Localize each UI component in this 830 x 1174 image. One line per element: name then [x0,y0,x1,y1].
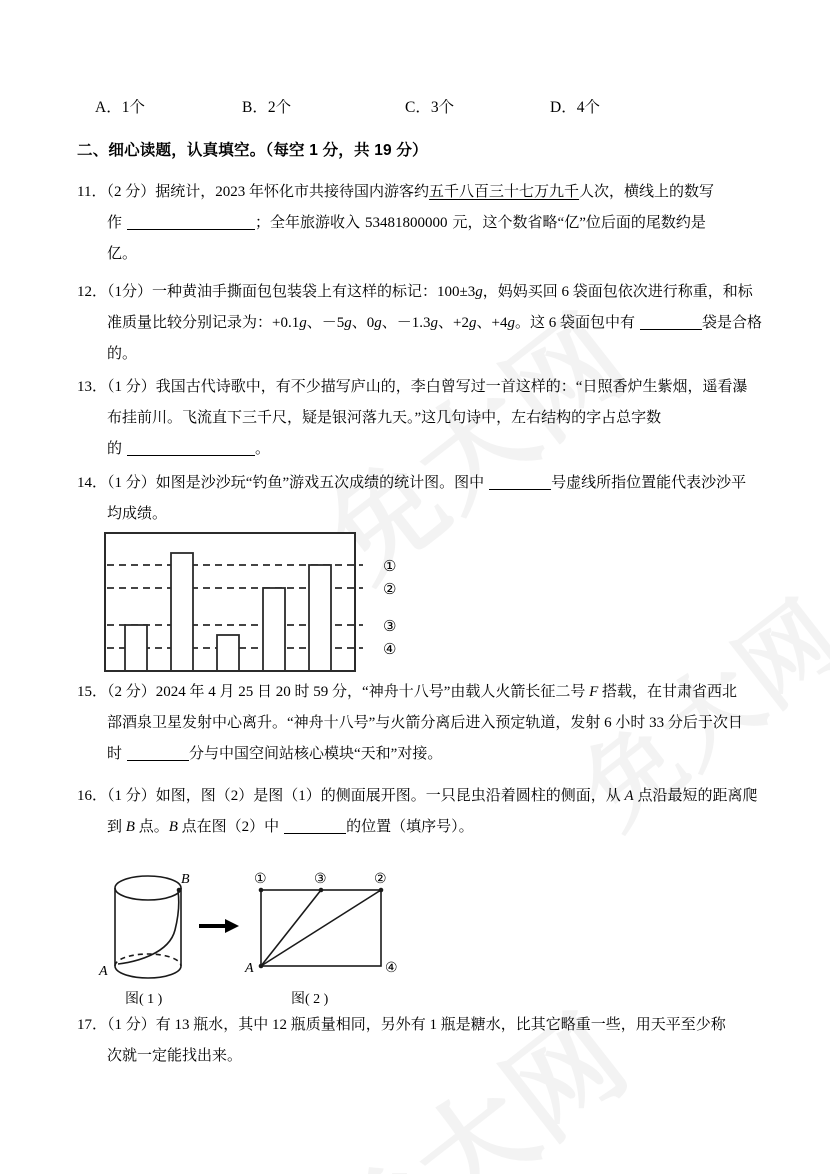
path-a-to-3 [261,890,321,966]
vertex-dot-2 [379,888,384,893]
section-heading: 二、细心读题，认真填空。（每空 1 分，共 19 分） [77,142,428,159]
transform-arrow-icon [199,919,239,933]
question-12-number: 12． [77,284,108,300]
question-11-underlined-number: 五千八百三十七万九千 [428,184,579,200]
question-14-score: （1 分） [107,475,156,491]
question-16-line-1: 16．（1 分）如图，图（2）是图（1）的侧面展开图。一只昆虫沿着圆柱的侧面，从 A 点沿最短的距离爬 [77,788,758,804]
question-16-blank-1[interactable] [284,819,346,834]
question-13-line-3: 的 。 [107,441,271,457]
unfold-marker-2: ② [374,872,387,887]
question-13-score: （1 分） [107,379,156,395]
cylinder-unfold-figure [95,858,415,1010]
question-17-number: 17． [77,1017,108,1033]
question-16-number: 16． [77,788,108,804]
question-12-line-2: 准质量比较分别记录为：+0.1g、－5g、0g、－1.3g、+2g、+4g。这 6 袋面包中有 袋是合格 [107,315,762,331]
cylinder-point-a-label: A [99,964,108,979]
unfold-markers [254,872,398,976]
question-15-line-3: 时 分与中国空间站核心模块“天和”对接。 [107,746,443,762]
question-17-line-2: 次就一定能找出来。 [107,1048,243,1064]
cylinder-point-b-label: B [181,872,190,887]
question-11-line-2: 作 ；全年旅游收入 53481800000 元，这个数省略“亿”位后面的尾数约是 [107,215,706,231]
choice-option-a[interactable] [95,100,145,116]
bar-5 [309,565,331,671]
unfold-point-a-label: A [245,961,254,976]
question-17-line-1: 17．（1 分）有 13 瓶水，其中 12 瓶质量相同，另外有 1 瓶是糖水，比其它略重一些，用天平至少称 [77,1017,726,1033]
gridline-label-1: ① [383,559,397,575]
vertex-dot-1 [259,888,264,893]
question-14-blank-1[interactable] [489,475,551,490]
unfold-marker-1: ① [254,872,267,887]
question-13-line-2: 布挂前川。飞流直下三千尺，疑是银河落九天。”这几句诗中，左右结构的字占总字数 [107,410,662,426]
question-11-score: （2 分） [106,184,156,200]
vertex-dot-a [259,964,264,969]
question-12-score: （1分） [107,284,153,300]
cylinder-bottom-front-arc [115,966,181,978]
choice-option-c-label: C．3个 [405,99,455,116]
cylinder-unfold-svg [95,858,415,1010]
bar-4 [263,588,285,671]
question-15-line-1: 15．（2 分）2024 年 4 月 25 日 20 时 59 分，“神舟十八号”由载人火箭长征二号 F 搭载，在甘肃省西北 [77,684,738,700]
question-13 [77,372,763,465]
choice-option-d-label: D．4个 [550,99,600,116]
gridline-label-2: ② [383,582,397,598]
question-12-blank-1[interactable] [640,315,702,330]
question-15-blank-1[interactable] [127,746,189,761]
choice-option-b[interactable] [242,100,291,116]
figure-1-caption: 图( 1 ) [125,992,163,1007]
question-11 [77,177,763,270]
path-a-to-2 [261,890,381,966]
question-14-line-1: 14．（1 分）如图是沙沙玩“钓鱼”游戏五次成绩的统计图。图中 号虚线所指位置能代表沙沙平 [77,475,747,491]
question-13-line-1: 13．（1 分）我国古代诗歌中，有不少描写庐山的，李白曾写过一首这样的：“日照香炉生紫烟，遥看瀑 [77,379,748,395]
question-13-number: 13． [77,379,108,395]
choice-option-b-label: B．2个 [242,99,292,116]
question-12 [77,277,763,370]
question-15-line-2: 部酒泉卫星发射中心离升。“神舟十八号”与火箭分离后进入预定轨道，发射 6 小时 33 分后于次日 [107,715,743,731]
vertex-dot-3 [319,888,324,893]
cylinder-shape [115,876,181,978]
choice-option-d[interactable] [550,100,600,116]
question-14-line-2: 均成绩。 [107,506,168,522]
question-15 [77,677,763,770]
bar-3 [217,635,239,671]
statistics-bar-chart-figure [95,527,435,685]
bar-1 [125,625,147,671]
question-17 [77,1010,763,1072]
unfolded-rectangle-shape [261,890,381,966]
question-16-line-2: 到 B 点。B 点在图（2）中 的位置（填序号）。 [107,819,474,835]
question-12-line-1: 12．（1分）一种黄油手撕面包包装袋上有这样的标记：100±3g，妈妈买回 6 袋面包依次进行称重，和标 [77,284,753,300]
question-11-big-number: 53481800000 [365,215,448,231]
cylinder-point-b-dot [177,888,182,893]
question-11-line-1: 11．（2 分）据统计，2023 年怀化市共接待国内游客约五千八百三十七万九千人次，横线上的数写 [77,184,715,200]
unfold-marker-3: ③ [314,872,327,887]
chart-gridline-labels [383,559,396,658]
question-11-number: 11． [77,184,107,200]
unfold-marker-4: ④ [385,961,398,976]
bar-2 [171,553,193,671]
choice-option-a-label: A．1个 [95,99,145,116]
question-15-number: 15． [77,684,108,700]
question-12-line-3: 的。 [107,346,138,362]
question-17-score: （1 分） [107,1017,156,1033]
question-15-score: （2 分） [107,684,156,700]
gridline-label-4: ④ [383,642,397,658]
cylinder-helix-path [118,891,179,964]
question-13-blank-1[interactable] [127,441,255,456]
choice-option-c[interactable] [405,100,454,116]
question-16 [77,781,763,843]
figure-2-caption: 图( 2 ) [291,992,329,1007]
question-11-line-3: 亿。 [107,246,138,262]
question-14-number: 14． [77,475,108,491]
bar-chart-svg [95,527,435,685]
question-11-blank-1[interactable] [127,215,255,230]
question-14 [77,468,763,530]
question-16-score: （1 分） [107,788,156,804]
cylinder-top-ellipse [115,876,181,900]
gridline-label-3: ③ [383,619,397,635]
